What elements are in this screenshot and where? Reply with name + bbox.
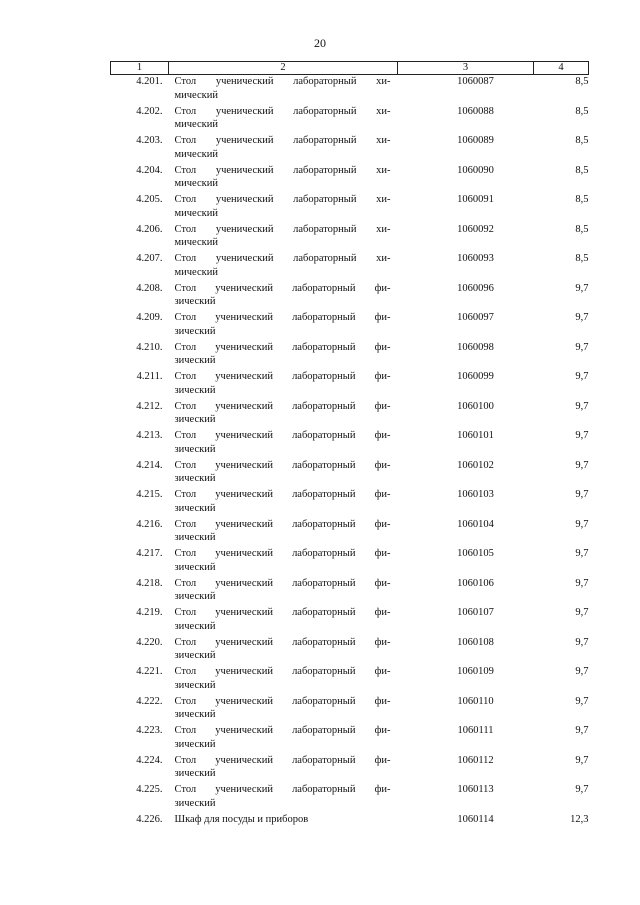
item-name xyxy=(169,488,398,518)
item-name xyxy=(169,783,398,813)
item-name-line-2: мический xyxy=(174,266,218,278)
column-header-3: 3 xyxy=(398,62,534,75)
item-name-line-1: Шкаф для посуды и приборов xyxy=(174,813,309,825)
item-code: 1060093 xyxy=(457,253,494,264)
item-name-line-1: Стол ученический лабораторный хи- xyxy=(174,253,391,264)
item-value: 9,7 xyxy=(575,489,589,500)
item-number: 4.201. xyxy=(136,76,163,87)
item-name-line-2: зический xyxy=(174,591,216,602)
table-row xyxy=(111,164,589,194)
item-name xyxy=(169,164,398,194)
table-row xyxy=(111,695,589,725)
item-code: 1060101 xyxy=(457,430,494,441)
item-code: 1060099 xyxy=(457,371,494,382)
item-value: 9,7 xyxy=(575,459,589,471)
item-name-line-2: зический xyxy=(174,443,216,455)
item-value: 9,7 xyxy=(575,754,589,766)
table-row xyxy=(111,134,589,164)
item-value: 9,7 xyxy=(575,607,589,618)
item-code: 1060103 xyxy=(457,489,494,500)
item-name-line-1: Стол ученический лабораторный фи- xyxy=(174,548,391,559)
item-number: 4.226. xyxy=(136,813,163,825)
item-name-line-2: зический xyxy=(174,296,216,307)
item-code: 1060100 xyxy=(457,400,494,412)
table-row xyxy=(111,429,589,459)
item-name-line-1: Стол ученический лабораторный фи- xyxy=(174,577,391,589)
item-code: 1060108 xyxy=(457,636,494,648)
item-name-line-1: Стол ученический лабораторный фи- xyxy=(174,371,391,382)
item-code: 1060096 xyxy=(457,282,494,294)
item-name xyxy=(169,813,398,843)
item-name xyxy=(169,134,398,164)
item-value: 8,5 xyxy=(575,135,589,146)
item-name-line-2: мический xyxy=(174,237,218,248)
table-row xyxy=(111,400,589,430)
item-value: 9,7 xyxy=(575,341,589,353)
item-code: 1060107 xyxy=(457,607,494,618)
item-value: 12,3 xyxy=(570,813,589,825)
item-number: 4.217. xyxy=(136,548,163,559)
item-code: 1060087 xyxy=(457,76,494,87)
item-value: 9,7 xyxy=(575,371,589,382)
item-number: 4.214. xyxy=(136,459,163,471)
item-code: 1060097 xyxy=(457,312,494,323)
item-value: 9,7 xyxy=(575,282,589,294)
item-name-line-1: Стол ученический лабораторный фи- xyxy=(174,607,391,618)
table-body xyxy=(111,75,589,843)
item-code: 1060114 xyxy=(457,813,494,825)
item-name-line-2: зический xyxy=(174,738,216,750)
table-header xyxy=(111,62,589,75)
item-name-line-1: Стол ученический лабораторный фи- xyxy=(174,459,391,471)
item-value: 9,7 xyxy=(575,430,589,441)
item-number: 4.208. xyxy=(136,282,163,294)
table-row xyxy=(111,665,589,695)
item-name xyxy=(169,577,398,607)
item-number: 4.216. xyxy=(136,518,163,530)
table-row xyxy=(111,459,589,489)
item-code: 1060098 xyxy=(457,341,494,353)
item-name-line-2: зический xyxy=(174,679,216,691)
item-name xyxy=(169,282,398,312)
item-name-line-1: Стол ученический лабораторный фи- xyxy=(174,636,391,648)
table-row xyxy=(111,488,589,518)
item-name-line-1: Стол ученический лабораторный фи- xyxy=(174,341,391,353)
item-name-line-2: зический xyxy=(174,502,216,514)
table-row xyxy=(111,282,589,312)
item-name-line-2: зический xyxy=(174,561,216,573)
item-name-line-2: мический xyxy=(174,119,218,130)
item-code: 1060090 xyxy=(457,164,494,176)
table-row xyxy=(111,783,589,813)
table-row xyxy=(111,724,589,754)
item-number: 4.212. xyxy=(136,400,163,412)
item-name xyxy=(169,370,398,400)
item-number: 4.219. xyxy=(136,607,163,618)
item-number: 4.203. xyxy=(136,135,163,146)
item-code: 1060102 xyxy=(457,459,494,471)
item-number: 4.215. xyxy=(136,489,163,500)
page-number: 20 xyxy=(314,36,326,50)
item-name-line-2: зический xyxy=(174,384,216,396)
item-name-line-1: Стол ученический лабораторный фи- xyxy=(174,400,391,412)
item-name-line-1: Стол ученический лабораторный хи- xyxy=(174,135,391,146)
item-value: 8,5 xyxy=(575,105,589,117)
item-name-line-2: зический xyxy=(174,532,216,543)
item-name xyxy=(169,724,398,754)
item-name-line-1: Стол ученический лабораторный фи- xyxy=(174,312,391,323)
item-name-line-1: Стол ученический лабораторный фи- xyxy=(174,784,391,795)
table-row xyxy=(111,193,589,223)
item-name-line-1: Стол ученический лабораторный фи- xyxy=(174,666,391,677)
item-code: 1060110 xyxy=(457,695,494,707)
column-header-1: 1 xyxy=(111,62,169,75)
table-row xyxy=(111,754,589,784)
item-number: 4.210. xyxy=(136,341,163,353)
column-header-4: 4 xyxy=(534,62,589,75)
item-name xyxy=(169,665,398,695)
item-value: 9,7 xyxy=(575,784,589,795)
table-row xyxy=(111,370,589,400)
item-name-line-1: Стол ученический лабораторный фи- xyxy=(174,754,391,766)
item-number: 4.218. xyxy=(136,577,163,589)
item-name xyxy=(169,400,398,430)
item-value: 9,7 xyxy=(575,725,589,736)
item-code: 1060113 xyxy=(457,784,494,795)
item-code: 1060106 xyxy=(457,577,494,589)
item-name-line-2: зический xyxy=(174,650,216,661)
item-name xyxy=(169,754,398,784)
document-table xyxy=(110,61,589,842)
item-value: 8,5 xyxy=(575,164,589,176)
item-name-line-1: Стол ученический лабораторный фи- xyxy=(174,695,391,707)
table-row xyxy=(111,577,589,607)
table-row xyxy=(111,252,589,282)
item-number: 4.225. xyxy=(136,784,163,795)
item-code: 1060104 xyxy=(457,518,494,530)
item-code: 1060092 xyxy=(457,223,494,235)
item-name-line-1: Стол ученический лабораторный хи- xyxy=(174,164,391,176)
item-value: 9,7 xyxy=(575,577,589,589)
item-value: 9,7 xyxy=(575,518,589,530)
item-name xyxy=(169,223,398,253)
item-name xyxy=(169,105,398,135)
item-name-line-1: Стол ученический лабораторный фи- xyxy=(174,725,391,736)
item-number: 4.205. xyxy=(136,194,163,205)
item-name-line-2: зический xyxy=(174,414,216,425)
item-code: 1060105 xyxy=(457,548,494,559)
item-name xyxy=(169,459,398,489)
item-number: 4.204. xyxy=(136,164,163,176)
item-number: 4.220. xyxy=(136,636,163,648)
item-number: 4.222. xyxy=(136,695,163,707)
item-name-line-2: зический xyxy=(174,620,216,632)
table-row xyxy=(111,223,589,253)
item-name xyxy=(169,252,398,282)
item-code: 1060088 xyxy=(457,105,494,117)
item-number: 4.202. xyxy=(136,105,163,117)
item-name-line-2: мический xyxy=(174,89,218,101)
item-number: 4.207. xyxy=(136,253,163,264)
item-number: 4.223. xyxy=(136,725,163,736)
table-row xyxy=(111,75,589,105)
item-code: 1060089 xyxy=(457,135,494,146)
table-row xyxy=(111,105,589,135)
item-name-line-2: зический xyxy=(174,797,216,809)
item-value: 9,7 xyxy=(575,666,589,677)
item-value: 9,7 xyxy=(575,312,589,323)
item-number: 4.224. xyxy=(136,754,163,766)
item-name-line-2: зический xyxy=(174,709,216,720)
item-name-line-2: зический xyxy=(174,325,216,337)
table-row xyxy=(111,606,589,636)
item-name-line-1: Стол ученический лабораторный хи- xyxy=(174,76,391,87)
item-number: 4.209. xyxy=(136,312,163,323)
item-name-line-2: мический xyxy=(174,148,218,160)
table-row xyxy=(111,813,589,843)
item-value: 9,7 xyxy=(575,695,589,707)
item-name-line-1: Стол ученический лабораторный хи- xyxy=(174,194,391,205)
item-name xyxy=(169,695,398,725)
item-name xyxy=(169,518,398,548)
item-name xyxy=(169,606,398,636)
table-row xyxy=(111,547,589,577)
item-number: 4.206. xyxy=(136,223,163,235)
item-code: 1060109 xyxy=(457,666,494,677)
item-name-line-1: Стол ученический лабораторный фи- xyxy=(174,430,391,441)
item-name-line-1: Стол ученический лабораторный фи- xyxy=(174,489,391,500)
item-value: 8,5 xyxy=(575,194,589,205)
item-name xyxy=(169,193,398,223)
table-row xyxy=(111,341,589,371)
item-name xyxy=(169,341,398,371)
item-value: 9,7 xyxy=(575,400,589,412)
item-name-line-2: мический xyxy=(174,207,218,219)
item-name xyxy=(169,636,398,666)
item-name-line-1: Стол ученический лабораторный фи- xyxy=(174,282,391,294)
item-name-line-2: зический xyxy=(174,355,216,366)
table-row xyxy=(111,311,589,341)
table-row xyxy=(111,636,589,666)
item-value: 9,7 xyxy=(575,548,589,559)
item-name-line-2: зический xyxy=(174,473,216,484)
item-name-line-1: Стол ученический лабораторный фи- xyxy=(174,518,391,530)
item-code: 1060091 xyxy=(457,194,494,205)
item-number: 4.211. xyxy=(136,371,163,382)
item-value: 9,7 xyxy=(575,636,589,648)
item-value: 8,5 xyxy=(575,76,589,87)
item-name xyxy=(169,547,398,577)
item-name-line-2: мический xyxy=(174,178,218,189)
item-value: 8,5 xyxy=(575,253,589,264)
item-name xyxy=(169,311,398,341)
table-row xyxy=(111,518,589,548)
item-code: 1060111 xyxy=(457,725,494,736)
item-code: 1060112 xyxy=(457,754,494,766)
item-number: 4.213. xyxy=(136,430,163,441)
item-value: 8,5 xyxy=(575,223,589,235)
item-name xyxy=(169,429,398,459)
column-header-2: 2 xyxy=(169,62,398,75)
item-name-line-1: Стол ученический лабораторный хи- xyxy=(174,223,391,235)
item-name-line-2: зический xyxy=(174,768,216,779)
item-number: 4.221. xyxy=(136,666,163,677)
item-name xyxy=(169,75,398,105)
item-name-line-1: Стол ученический лабораторный хи- xyxy=(174,105,391,117)
